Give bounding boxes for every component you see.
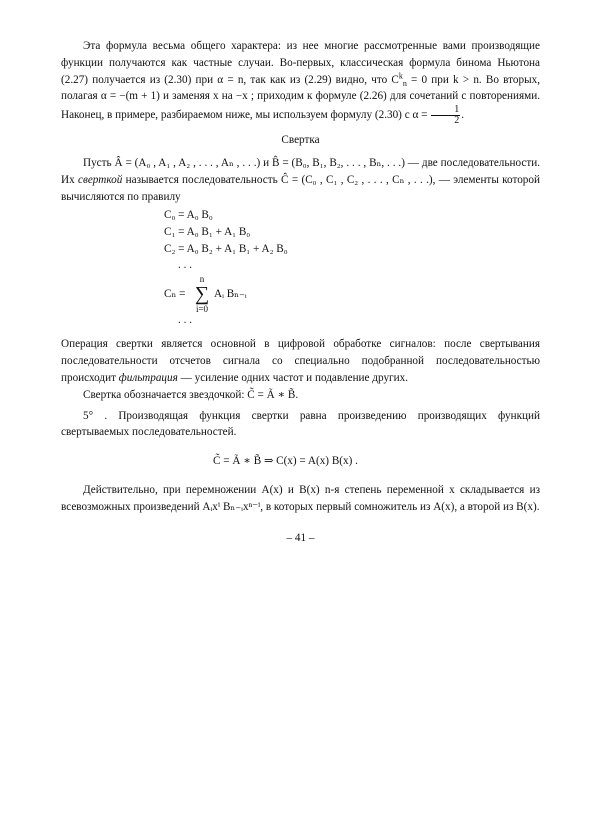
sigma-symbol (194, 274, 210, 314)
paragraph-text: Операция свертки является основной в цифровой обработке сигналов: после свертывания последовательности отсчетов сигнала со специально подобранной последовательностью происходит (61, 338, 540, 384)
fraction (431, 105, 460, 126)
equation-line: C₂ = A₀ B₂ + A₁ B₁ + A₂ B₀ (164, 242, 288, 255)
equation-dots: . . . (178, 259, 192, 272)
sum-upper-limit: n (199, 273, 205, 284)
paragraph-text: называется последовательность Ĉ = (C₀ , C₁ , C₂ , . . . , Cₙ , . . .), — элементы которой вычисляются по правилу (61, 173, 540, 203)
paragraph-text: . (461, 109, 465, 122)
sum-rhs: Aᵢ Bₙ₋ᵢ (214, 287, 247, 300)
section-heading: Свертка (281, 134, 320, 147)
sum-equation (164, 274, 540, 312)
paragraph-text: Пусть Â = (A₀ , A₁ , A₂ , . . . , Aₙ , . . .) и B̂ = (B₀, B₁, B₂, . . . , Bₙ, . . .) — две последовательности. Их (61, 156, 540, 186)
emphasis-term: фильтрация (118, 371, 178, 384)
sum-sign: ∑ (194, 282, 210, 305)
paragraph-text: Эта формула весьма общего характера: из нее многие рассмотренные вами производящие функции получаются как частные случаи. Во-первых, классическая формула бинома Ньютона (2.27) получается из (2.30) при α = n, так как из (2.29) видно, что C (61, 40, 540, 86)
page-content (61, 38, 540, 546)
equation-block (164, 207, 540, 328)
paragraph-notation: Свертка обозначается звездочкой: C̃ = Ã ∗ B̃. (83, 388, 299, 401)
paragraph-property-5: 5° . Производящая функция свертки равна произведению производящих функций свертываемых последовательностей. (61, 409, 540, 439)
sum-lhs: Cₙ = (164, 287, 186, 300)
subscript: n (402, 78, 407, 88)
sum-lower-limit: i=0 (195, 303, 209, 314)
equation-line: C₀ = A₀ B₀ (164, 209, 213, 222)
equation-dots: . . . (178, 313, 192, 326)
paragraph-proof: Действительно, при перемножении A(x) и B(x) n-я степень переменной x складывается из всевозможных произведений Aᵢxⁱ Bₙ₋ᵢxⁿ⁻ⁱ, в которых первый сомножитель из A(x), а второй из B(x). (61, 483, 540, 513)
paragraph-text: = 0 при k > n. Во вторых, полагая α = −(m + 1) и заменяя x на −x ; приходим к формуле (2.26) для сочетаний с повторениями. Наконец, в примере, разбираемом ниже, мы используем формулу (2.30) с α = (61, 73, 540, 122)
fraction-numerator: 1 (431, 105, 460, 116)
equation-line: C₁ = A₀ B₁ + A₁ B₀ (164, 225, 251, 238)
paragraph-text: — усиление одних частот и подавление других. (177, 371, 409, 384)
superscript: k (398, 70, 403, 80)
fraction-denominator: 2 (454, 115, 460, 127)
emphasis-term: сверткой (78, 173, 123, 186)
paragraph-binomial (61, 38, 540, 126)
paragraph-filtering (61, 336, 540, 386)
centered-equation: C̃ = Ã ∗ B̃ ⇒ C(x) = A(x) B(x) . (213, 455, 358, 468)
paragraph-definition (61, 155, 540, 205)
page-number: – 41 – (286, 531, 315, 544)
